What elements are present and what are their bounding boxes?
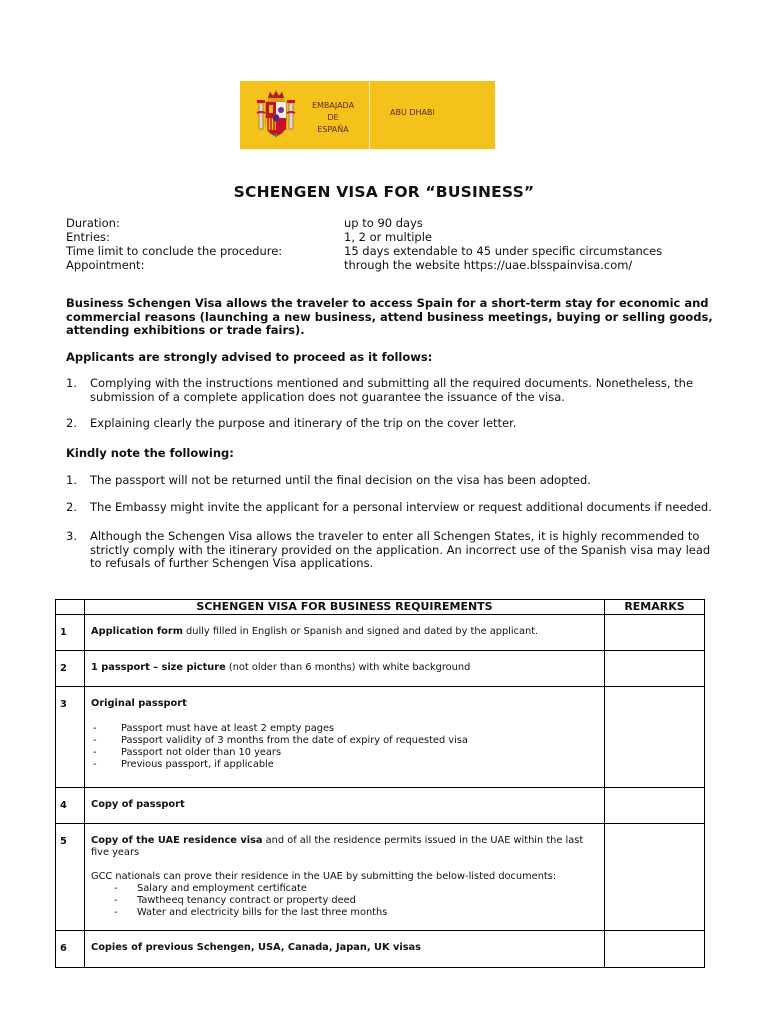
list-text: Complying with the instructions mentioned and submitting all the required documents. Nonetheless, the submission of a complete application does not guarantee the issuance of the visa.: [90, 376, 694, 404]
requirement-title: Copy of the UAE residence visa: [91, 835, 263, 846]
embassy-city: ABU DHABI: [390, 108, 435, 117]
intro-paragraph: Business Schengen Visa allows the traveler to access Spain for a short-term stay for economic and commercial reasons (launching a new business, attend business meetings, buying or selling goods, attending exhibitions or trade fairs).: [66, 296, 713, 337]
header-remarks: REMARKS: [605, 600, 705, 615]
row-number: 4: [60, 800, 67, 811]
table-row: [56, 615, 705, 651]
requirement-title: Copy of passport: [91, 799, 185, 810]
visa-info: [66, 216, 662, 272]
remarks-cell: [605, 687, 705, 788]
requirement-title: 1 passport – size picture: [91, 662, 226, 673]
embassy-banner: [240, 81, 495, 149]
list-item: [66, 530, 721, 571]
list-number: 1.: [66, 473, 77, 487]
page-title: SCHENGEN VISA FOR “BUSINESS”: [233, 183, 535, 201]
bullet-item: - Water and electricity bills for the last three months: [114, 907, 388, 918]
row-number-cell: [56, 615, 85, 651]
bullet-text: Salary and employment certificate: [137, 883, 307, 894]
table-row: [56, 931, 705, 968]
row-number: 1: [60, 627, 67, 638]
info-row-appointment: [66, 258, 662, 272]
remarks-cell: [605, 615, 705, 651]
info-value: 15 days extendable to 45 under specific circumstances: [344, 244, 663, 258]
list-number: 2.: [66, 416, 77, 430]
banner-divider: [369, 81, 370, 149]
bullet-text: Tawtheeq tenancy contract or property deed: [137, 895, 356, 906]
remarks-cell: [605, 931, 705, 968]
info-label: Time limit to conclude the procedure:: [66, 244, 283, 258]
gcc-note: GCC nationals can prove their residence in the UAE by submitting the below-listed documents:: [91, 871, 557, 882]
note-heading: Kindly note the following:: [66, 446, 234, 460]
remarks-cell: [605, 824, 705, 931]
bullet-item: - Passport not older than 10 years: [93, 747, 282, 758]
requirement-detail: (not older than 6 months) with white background: [225, 662, 471, 673]
requirements-table: [55, 599, 705, 968]
list-text: The passport will not be returned until the final decision on the visa has been adopted.: [90, 473, 591, 487]
row-number-cell: [56, 651, 85, 687]
header-requirements: SCHENGEN VISA FOR BUSINESS REQUIREMENTS: [85, 600, 605, 615]
requirement-cell: [85, 931, 605, 968]
embassy-line3: ESPAÑA: [317, 125, 349, 134]
bullet-item: - Passport must have at least 2 empty pages: [93, 723, 335, 734]
list-item: [66, 417, 721, 431]
list-item: [66, 501, 721, 515]
bullet-text: Passport not older than 10 years: [121, 747, 282, 758]
bullet-item: - Previous passport, if applicable: [93, 759, 274, 770]
list-number: 1.: [66, 376, 77, 390]
list-text: Although the Schengen Visa allows the traveler to enter all Schengen States, it is highly recommended to strictly comply with the itinerary provided on the application. An incorrect use of the Spanish visa may lead to refusals of further Schengen Visa applications.: [90, 529, 711, 570]
notes-list: [66, 474, 721, 488]
requirement-title: Original passport: [91, 698, 187, 709]
header-number-cell: [56, 600, 85, 615]
embassy-name: [303, 100, 363, 136]
table-row: [56, 824, 705, 931]
notes-list-3: [66, 530, 721, 571]
info-label: Appointment:: [66, 258, 145, 272]
info-value: up to 90 days: [344, 216, 423, 230]
list-number: 3.: [66, 529, 77, 543]
list-item: [66, 474, 721, 488]
list-item: [66, 377, 721, 404]
table-row: [56, 788, 705, 824]
table-row: [56, 651, 705, 687]
requirement-title: Application form: [91, 626, 183, 637]
bullet-text: Passport must have at least 2 empty pages: [121, 723, 335, 734]
advice-list: [66, 377, 721, 404]
row-number: 2: [60, 663, 67, 674]
table-row: [56, 687, 705, 788]
notes-list-2: [66, 501, 721, 515]
remarks-cell: [605, 651, 705, 687]
bullet-text: Previous passport, if applicable: [121, 759, 274, 770]
advice-list-2: [66, 417, 721, 431]
info-value: 1, 2 or multiple: [344, 230, 432, 244]
info-row-duration: [66, 216, 662, 230]
row-number: 6: [60, 943, 67, 954]
list-text: Explaining clearly the purpose and itinerary of the trip on the cover letter.: [90, 416, 517, 430]
info-row-time-limit: [66, 244, 662, 258]
requirement-cell: [85, 824, 605, 931]
requirement-cell: [85, 788, 605, 824]
bullet-text: Water and electricity bills for the last three months: [137, 907, 388, 918]
info-label: Duration:: [66, 216, 120, 230]
remarks-cell: [605, 788, 705, 824]
requirement-title: Copies of previous Schengen, USA, Canada, Japan, UK visas: [91, 942, 421, 953]
list-number: 2.: [66, 500, 77, 514]
bullet-item: - Salary and employment certificate: [114, 883, 307, 894]
row-number: 3: [60, 699, 67, 710]
advice-heading: Applicants are strongly advised to proceed as it follows:: [66, 350, 433, 364]
requirement-detail: dully filled in English or Spanish and signed and dated by the applicant.: [182, 626, 539, 637]
requirement-cell: [85, 687, 605, 788]
info-label: Entries:: [66, 230, 110, 244]
list-text: The Embassy might invite the applicant for a personal interview or request additional documents if needed.: [90, 500, 712, 514]
table-header-row: [56, 600, 705, 615]
bullet-item: - Tawtheeq tenancy contract or property deed: [114, 895, 356, 906]
bullet-item: - Passport validity of 3 months from the date of expiry of requested visa: [93, 735, 468, 746]
requirement-cell: [85, 651, 605, 687]
row-number-cell: [56, 687, 85, 788]
row-number: 5: [60, 836, 67, 847]
row-number-cell: [56, 824, 85, 931]
row-number-cell: [56, 788, 85, 824]
requirement-cell: [85, 615, 605, 651]
requirement-detail: and of all the residence permits issued in the UAE within the last five years: [91, 835, 584, 858]
info-row-entries: [66, 230, 662, 244]
row-number-cell: [56, 931, 85, 968]
spain-coat-of-arms-icon: [256, 89, 296, 141]
embassy-line1: EMBAJADA: [311, 101, 355, 110]
bullet-text: Passport validity of 3 months from the date of expiry of requested visa: [121, 735, 468, 746]
info-value: through the website https://uae.blsspainvisa.com/: [344, 258, 633, 272]
embassy-line2: DE: [327, 113, 339, 122]
